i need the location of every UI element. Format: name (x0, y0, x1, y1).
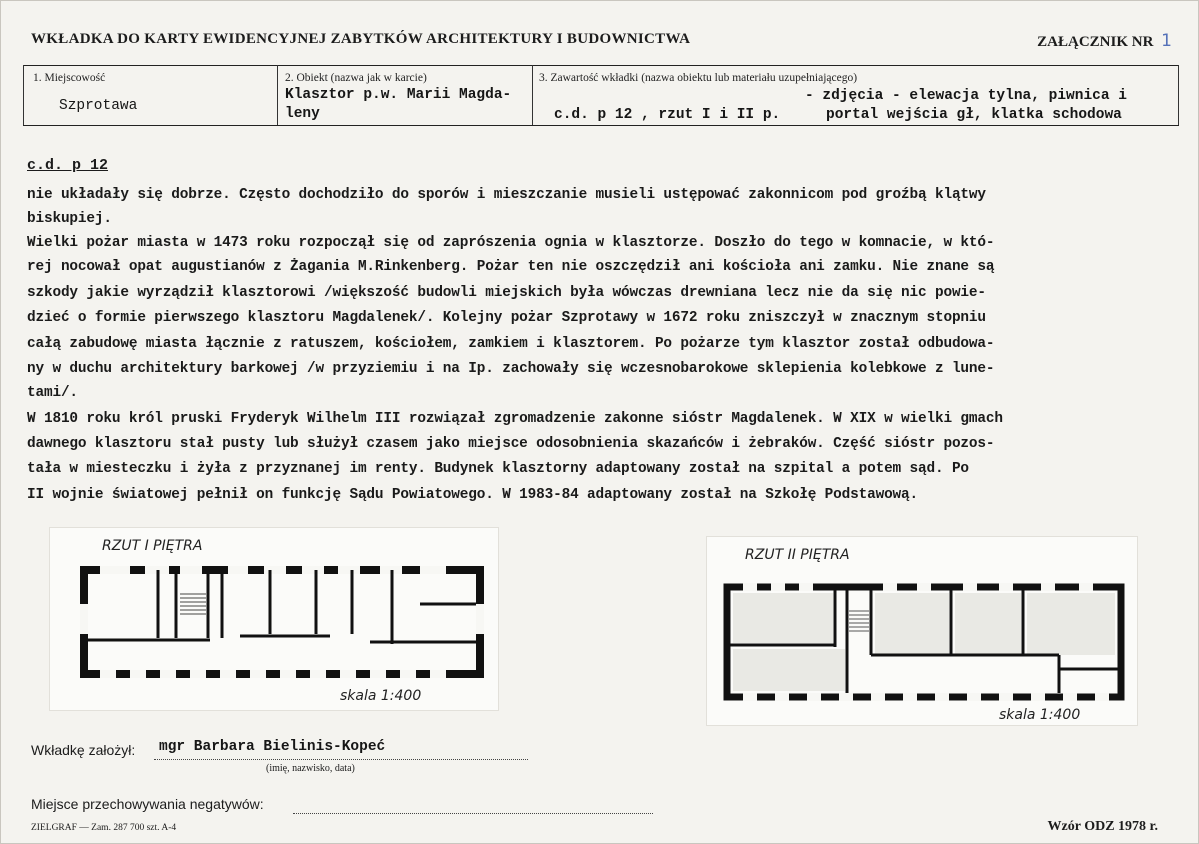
field-3-value-line-2b: portal wejścia gł, klatka schodowa (826, 107, 1122, 123)
author-dotted-line (154, 759, 528, 760)
floor-plan-2 (706, 536, 1138, 726)
floor-plan-2-title: RZUT II PIĘTRA (745, 547, 850, 563)
field-3-value-line-2a: c.d. p 12 , rzut I i II p. (554, 107, 781, 123)
body-line: tami/. (27, 385, 78, 401)
form-template: Wzór ODZ 1978 r. (1047, 819, 1158, 834)
card-title: WKŁADKA DO KARTY EWIDENCYJNEJ ZABYTKÓW ARCHITEKTURY I BUDOWNICTWA (31, 31, 691, 47)
annex-number: 1 (1161, 31, 1172, 51)
floor-plan-2-drawing (723, 581, 1125, 703)
field-3-label: 3. Zawartość wkładki (nazwa obiektu lub materiału uzupełniającego) (539, 72, 858, 84)
negatives-label: Miejsce przechowywania negatywów: (31, 796, 264, 812)
body-line: tała w miesteczku i żyła z przyznanej im renty. Budynek klasztorny adaptowany został na szpital a potem sąd. Po (27, 461, 969, 477)
body-line: dzieć o formie pierwszego klasztoru Magdalenek/. Kolejny pożar Szprotawy w 1672 roku zniszczył w znacznym stopniu (27, 310, 986, 326)
body-line: nie układały się dobrze. Często dochodziło do sporów i mieszczanie musieli ustępować zakonnicom pod groźbą klątwy (27, 187, 986, 203)
field-box-left-rule (23, 65, 24, 125)
floor-plan-1-drawing (80, 564, 484, 680)
field-2-value-line-2: leny (285, 106, 320, 122)
floor-plan-1-scale: skala 1:400 (340, 688, 422, 704)
annex-label (1037, 31, 1172, 51)
printer-note: ZIELGRAF — Zam. 287 700 szt. A-4 (31, 823, 177, 833)
field-box-top-rule (23, 65, 1179, 66)
field-box-bottom-rule (23, 125, 1179, 126)
field-box-right-rule (1178, 65, 1179, 125)
field-1-value: Szprotawa (59, 98, 138, 114)
body-line: ny w duchu architektury barkowej /w przyziemiu i na Ip. zachowały się wczesnobarokowe sklepienia kolebkowe z lune- (27, 361, 995, 377)
body-line: szkody jakie wyrządził klasztorowi /większość budowli miejskich była wówczas drewniana lecz nie da się nic powie- (27, 285, 986, 301)
body-line: biskupiej. (27, 211, 112, 227)
field-2-label: 2. Obiekt (nazwa jak w karcie) (285, 72, 427, 84)
author-value: mgr Barbara Bielinis-Kopeć (159, 739, 386, 755)
floor-plan-2-scale: skala 1:400 (999, 707, 1081, 723)
body-line: II wojnie światowej pełnił on funkcję Sądu Powiatowego. W 1983-84 adaptowany został na Szkołę Podstawową. (27, 487, 919, 503)
continuation-heading: c.d. p 12 (27, 157, 109, 174)
author-caption: (imię, nazwisko, data) (266, 763, 355, 774)
floor-plan-1 (49, 527, 499, 711)
body-line: całą zabudowę miasta łącznie z ratuszem, kościołem, zamkiem i klasztorem. Po pożarze tym klasztor został odbudowa- (27, 336, 995, 352)
body-line: dawnego klasztoru stał pusty lub służył czasem jako miejsce odosobnienia skazańców i żebraków. Część sióstr pozos- (27, 436, 995, 452)
negatives-dotted-line (293, 813, 653, 814)
field-divider-1 (277, 65, 278, 125)
body-line: Wielki pożar miasta w 1473 roku rozpoczął się od zaprószenia ognia w klasztorze. Doszło do tego w komnacie, w któ- (27, 235, 995, 251)
author-label: Wkładkę założył: (31, 742, 136, 758)
field-divider-2 (532, 65, 533, 125)
body-line: rej nocował opat augustianów z Żagania M.Rinkenberg. Pożar ten nie oszczędził ani kościoła ani zamku. Nie znane są (27, 259, 995, 275)
annex-label-text: ZAŁĄCZNIK NR (1037, 34, 1154, 50)
field-1-label: 1. Miejscowość (33, 72, 106, 84)
field-2-value-line-1: Klasztor p.w. Marii Magda- (285, 87, 512, 103)
floor-plan-1-title: RZUT I PIĘTRA (102, 538, 203, 554)
field-3-value-line-1: - zdjęcia - elewacja tylna, piwnica i (805, 88, 1127, 104)
body-line: W 1810 roku król pruski Fryderyk Wilhelm III rozwiązał zgromadzenie zakonne sióstr Magdalenek. W XIX w wielki gmach (27, 411, 1003, 427)
